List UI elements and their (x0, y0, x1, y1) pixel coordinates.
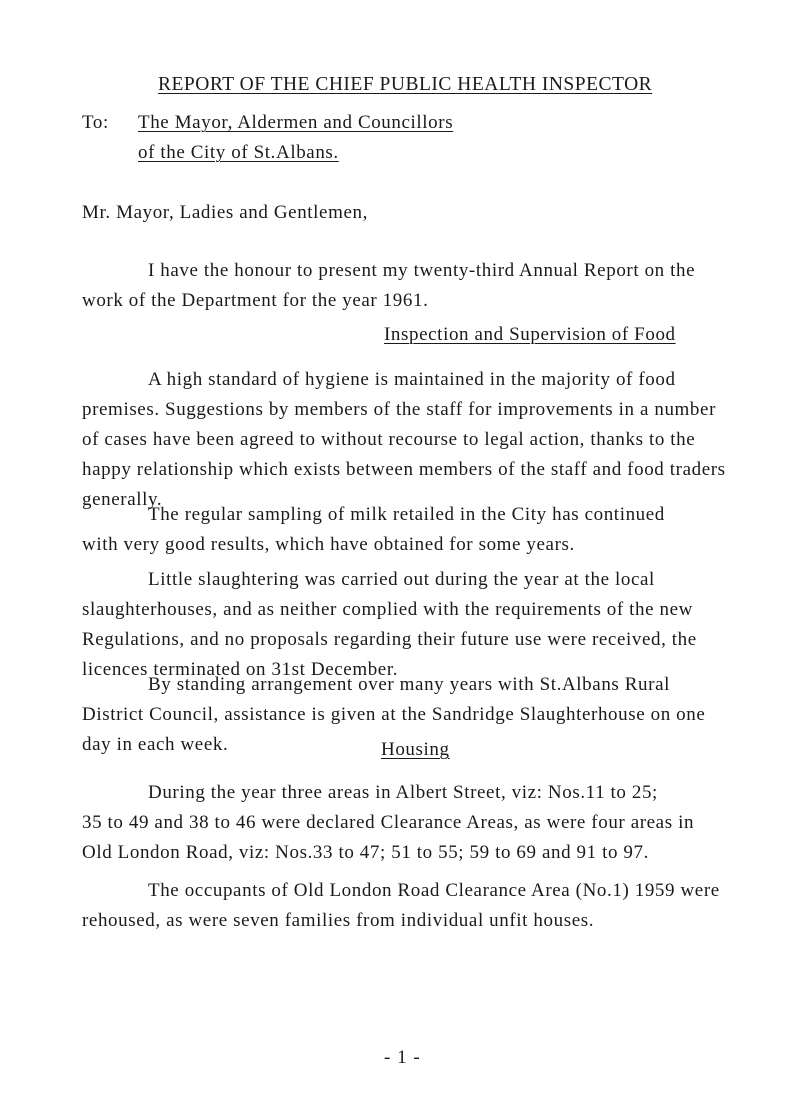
address-line-1: The Mayor, Aldermen and Councillors (138, 112, 454, 133)
housing-p2-line-2: rehoused, as were seven families from individual unfit houses. (82, 910, 595, 931)
housing-paragraph-1 (82, 778, 694, 868)
food-p1-line-4: happy relationship which exists between members of the staff and food traders (82, 459, 726, 480)
food-p4-line-1: By standing arrangement over many years with St.Albans Rural (148, 674, 670, 695)
food-p1-line-1: A high standard of hygiene is maintained in the majority of food (148, 369, 676, 390)
food-p1-line-2: premises. Suggestions by members of the staff for improvements in a number (82, 399, 716, 420)
food-p2-line-2: with very good results, which have obtained for some years. (82, 534, 575, 555)
address-label: To: (82, 112, 109, 133)
intro-line-1: I have the honour to present my twenty-third Annual Report on the (148, 260, 696, 281)
housing-paragraph-2 (82, 876, 720, 936)
food-paragraph-2 (82, 500, 665, 560)
food-p3-line-2: slaughterhouses, and as neither complied with the requirements of the new (82, 599, 693, 620)
food-paragraph-1 (82, 365, 726, 515)
food-p1-line-5: generally. (82, 489, 163, 510)
intro-line-2: work of the Department for the year 1961. (82, 290, 429, 311)
food-paragraph-3 (82, 565, 697, 685)
food-p4-line-3: day in each week. (82, 734, 229, 755)
housing-p1-line-2: 35 to 49 and 38 to 46 were declared Clearance Areas, as were four areas in (82, 812, 695, 833)
page-number: - 1 - (384, 1047, 421, 1068)
food-p3-line-4: licences terminated on 31st December. (82, 659, 399, 680)
report-title: REPORT OF THE CHIEF PUBLIC HEALTH INSPECTOR (158, 74, 653, 95)
housing-p1-line-3: Old London Road, viz: Nos.33 to 47; 51 to 55; 59 to 69 and 91 to 97. (82, 842, 649, 863)
section-heading-food: Inspection and Supervision of Food (384, 324, 676, 345)
salutation: Mr. Mayor, Ladies and Gentlemen, (82, 202, 368, 223)
intro-paragraph (82, 256, 695, 316)
section-heading-housing: Housing (381, 739, 450, 760)
food-p4-line-2: District Council, assistance is given at the Sandridge Slaughterhouse on one (82, 704, 706, 725)
food-p1-line-3: of cases have been agreed to without recourse to legal action, thanks to the (82, 429, 696, 450)
address-line-2: of the City of St.Albans. (138, 142, 339, 163)
food-p2-line-1: The regular sampling of milk retailed in the City has continued (148, 504, 665, 525)
housing-p1-line-1: During the year three areas in Albert Street, viz: Nos.11 to 25; (148, 782, 658, 803)
food-p3-line-3: Regulations, and no proposals regarding their future use were received, the (82, 629, 697, 650)
food-p3-line-1: Little slaughtering was carried out during the year at the local (148, 569, 655, 590)
housing-p2-line-1: The occupants of Old London Road Clearance Area (No.1) 1959 were (148, 880, 720, 901)
